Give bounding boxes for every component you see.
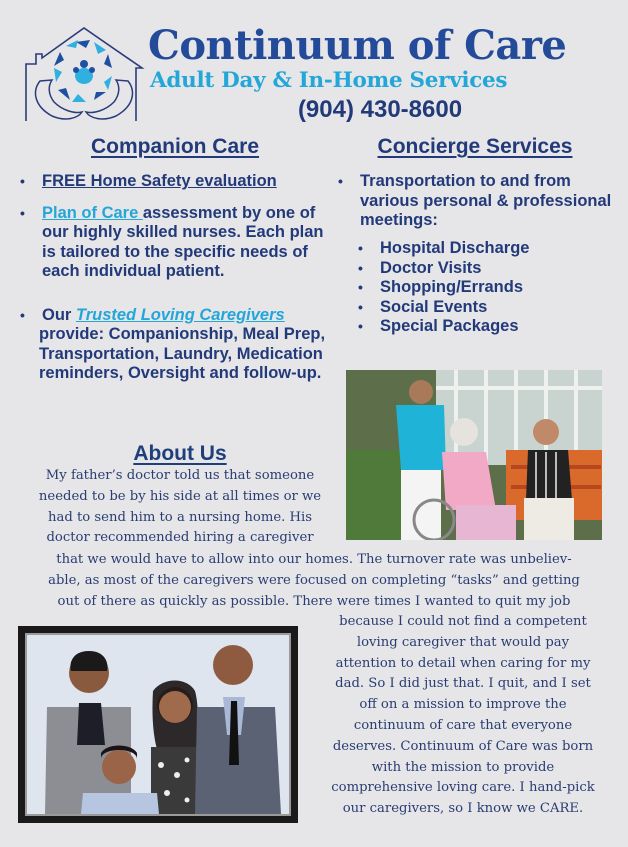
- about-line: continuum of care that everyone: [353, 717, 573, 733]
- about-line: dad. So I did just that. I quit, and I set: [335, 676, 591, 692]
- caregiver-photo: [346, 370, 602, 540]
- family-photo: [18, 626, 298, 823]
- about-line: with the mission to provide: [371, 759, 555, 775]
- service-item: • Hospital Discharge: [358, 239, 618, 259]
- about-line: My father’s doctor told us that someone: [45, 468, 315, 483]
- about-paragraph-part2: [0, 550, 628, 612]
- about-line: comprehensive loving care. I hand-pick: [331, 780, 595, 796]
- about-line: because I could not find a competent: [339, 614, 587, 629]
- service-item: • Doctor Visits: [358, 259, 618, 279]
- about-paragraph-part3: [298, 612, 628, 820]
- brand-subtitle: Adult Day & In-Home Services: [150, 68, 508, 93]
- about-line: our caregivers, so I know we CARE.: [342, 801, 584, 817]
- caregivers-text-rest: provide: Companionship, Meal Prep, Transportation, Laundry, Medication reminders, Oversight and follow-up.: [39, 325, 326, 382]
- list-item-plan-of-care: [20, 204, 340, 282]
- about-line: that we would have to allow into our homes. The turnover rate was unbeliev-: [56, 552, 572, 567]
- brand-title: Continuum of Care: [148, 22, 567, 69]
- concierge-services-heading: Concierge Services: [377, 135, 573, 158]
- phone-number[interactable]: (904) 430-8600: [297, 96, 463, 123]
- about-line: loving caregiver that would pay: [356, 634, 570, 650]
- service-item: • Shopping/Errands: [358, 278, 618, 298]
- about-line: off on a mission to improve the: [359, 697, 567, 713]
- companion-care-heading: Companion Care: [90, 135, 260, 158]
- about-line: doctor recommended hiring a caregiver: [46, 530, 314, 546]
- plan-of-care-link[interactable]: Plan of Care: [42, 203, 143, 222]
- about-line: out of there as quickly as possible. There were times I wanted to quit my job: [57, 593, 571, 609]
- list-item-home-safety: [20, 172, 340, 192]
- about-line: needed to be by his side at all times or we: [38, 488, 322, 504]
- about-line: deserves. Continuum of Care was born: [332, 738, 594, 754]
- about-line: attention to detail when caring for my: [335, 655, 591, 671]
- plan-of-care-text-1: assessment by one: [142, 203, 296, 222]
- about-paragraph-part1: [0, 466, 360, 549]
- list-item-caregivers: [20, 306, 340, 384]
- about-line: able, as most of the caregivers were focused on completing “tasks” and getting: [48, 572, 580, 588]
- home-safety-link[interactable]: FREE Home Safety evaluation: [42, 172, 277, 190]
- concierge-list: [338, 172, 623, 231]
- service-item: • Social Events: [358, 298, 618, 318]
- list-item-transportation: • Transportation to and from various personal & professional meetings:: [338, 172, 623, 231]
- family-photo-frame: [25, 633, 291, 816]
- concierge-services-list: [358, 239, 618, 337]
- caregivers-prefix: Our: [42, 305, 76, 324]
- service-item: • Special Packages: [358, 317, 618, 337]
- trusted-caregivers-link[interactable]: Trusted Loving Caregivers: [75, 305, 285, 324]
- about-line: had to send him to a nursing home. His: [47, 509, 313, 525]
- about-us-heading: About Us: [133, 442, 227, 465]
- plan-of-care-text-rest: of our highly skilled nurses. Each plan is tailored to the specific needs of each individual patient.: [42, 203, 324, 280]
- companion-care-list: [20, 172, 340, 393]
- logo-icon: [18, 26, 150, 126]
